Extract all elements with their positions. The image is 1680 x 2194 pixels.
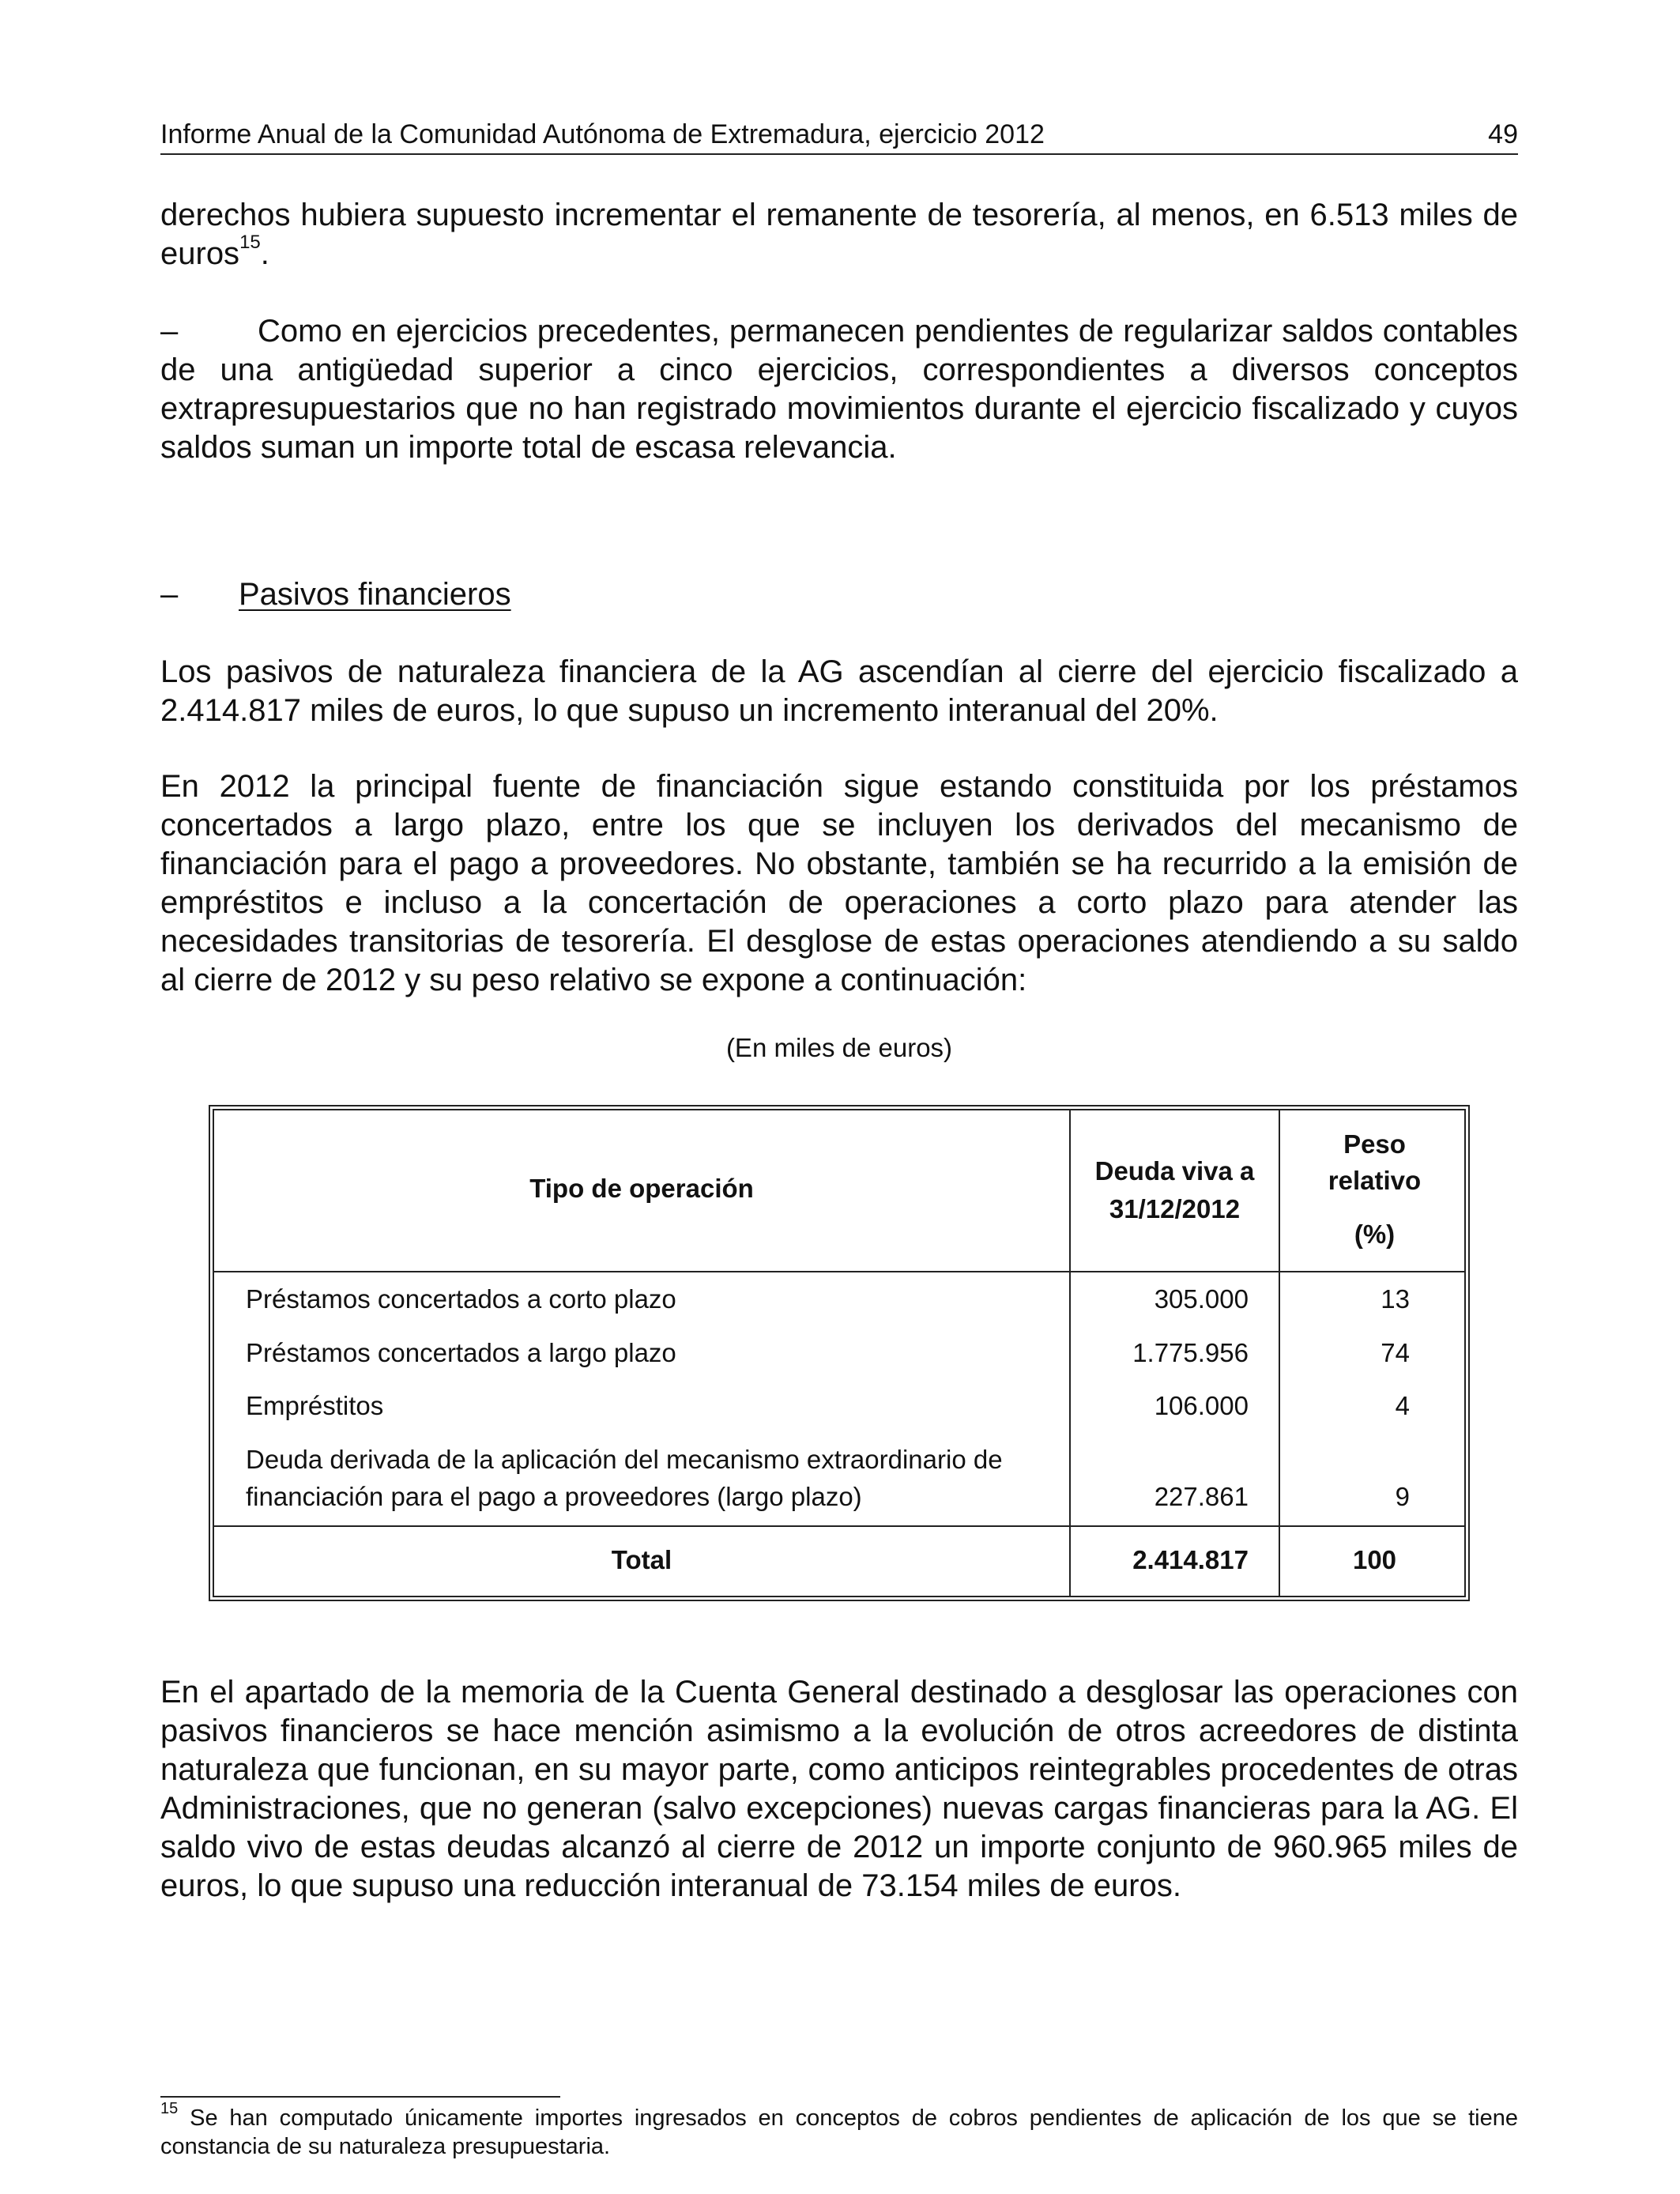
footnote-text: Se han computado únicamente importes ingresados en conceptos de cobros pendientes de aplicación de los que se tiene constancia de su naturaleza presupuestaria. — [160, 2105, 1519, 2159]
header-peso-line1: Peso — [1343, 1129, 1406, 1159]
row-peso: 13 — [1381, 1284, 1410, 1314]
heading-dash: – — [160, 577, 179, 612]
row-label: Préstamos concertados a largo plazo — [246, 1338, 676, 1367]
row-deuda: 305.000 — [1154, 1284, 1249, 1314]
debt-table — [209, 1105, 1470, 1601]
row-deuda: 106.000 — [1154, 1391, 1249, 1420]
running-header — [160, 117, 1518, 155]
row-label-line1: Deuda derivada de la aplicación del mecanismo extraordinario de — [246, 1445, 1003, 1474]
row-deuda: 1.775.956 — [1132, 1338, 1249, 1367]
paragraph-pasivos: Los pasivos de naturaleza financiera de la AG ascendían al cierre del ejercicio fiscalizado a 2.414.817 miles de euros, lo que supuso un incremento interanual del 20%. — [160, 654, 1518, 728]
total-deuda: 2.414.817 — [1132, 1545, 1249, 1574]
header-deuda-line1: Deuda viva a — [1094, 1156, 1255, 1186]
header-title: Informe Anual de la Comunidad Autónoma de Extremadura, ejercicio 2012 — [160, 119, 1045, 149]
bullet-dash: – — [160, 314, 179, 349]
table-caption: (En miles de euros) — [725, 1033, 953, 1062]
paragraph-financiacion: En 2012 la principal fuente de financiación sigue estando constituida por los préstamos concertados a largo plazo, entre los que se incluyen los derivados del mecanismo de financiación para el pago a proveedores. No obstante, también se ha recurrido a la emisión de empréstitos e incluso a la concertación de operaciones a corto plazo para atender las necesidades transitorias de tesorería. El desglose de estas operaciones atendiendo a su saldo al cierre de 2012 y su peso relativo se expone a continuación: — [160, 769, 1518, 997]
row-peso: 4 — [1395, 1391, 1410, 1420]
row-deuda: 227.861 — [1154, 1482, 1249, 1511]
paragraph-continuation — [160, 196, 1518, 273]
page-number: 49 — [1488, 119, 1518, 149]
row-label-line2: financiación para el pago a proveedores (largo plazo) — [246, 1482, 862, 1511]
paragraph-end: . — [260, 236, 269, 271]
total-peso: 100 — [1352, 1545, 1397, 1574]
table-divider — [214, 1525, 1464, 1527]
footnote — [160, 2100, 1519, 2161]
section-heading: Pasivos financieros — [239, 577, 511, 612]
header-tipo-operacion: Tipo de operación — [529, 1174, 754, 1203]
row-peso: 74 — [1381, 1338, 1410, 1367]
header-peso-line3: (%) — [1354, 1220, 1396, 1249]
paragraph-regularizar-saldos: Como en ejercicios precedentes, permanecen pendientes de regularizar saldos contables de una antigüedad superior a cinco ejercicios, correspondientes a diversos conceptos extrapresupuestarios que no han registrado movimientos durante el ejercicio fiscalizado y cuyos saldos suman un importe total de escasa relevancia. — [160, 314, 1518, 465]
footnote-separator — [160, 2096, 560, 2098]
footnote-number: 15 — [160, 2100, 179, 2118]
header-peso-line2: relativo — [1328, 1166, 1422, 1195]
debt-table-inner — [213, 1109, 1466, 1597]
paragraph-otros-acreedores: En el apartado de la memoria de la Cuenta General destinado a desglosar las operaciones con pasivos financieros se hace mención asimismo a la evolución de otros acreedores de distinta naturaleza que funcionan, en su mayor parte, como anticipos reintegrables procedentes de otras Administraciones, que no generan (salvo excepciones) nuevas cargas financieras para la AG. El saldo vivo de estas deudas alcanzó al cierre de 2012 un importe conjunto de 960.965 miles de euros, lo que supuso una reducción interanual de 73.154 miles de euros. — [160, 1675, 1518, 1903]
total-label: Total — [611, 1545, 672, 1574]
row-peso: 9 — [1395, 1482, 1410, 1511]
footnote-reference: 15 — [239, 231, 261, 253]
table-divider — [214, 1271, 1464, 1272]
row-label: Préstamos concertados a corto plazo — [246, 1284, 676, 1314]
header-deuda-line2: 31/12/2012 — [1109, 1194, 1241, 1223]
row-label: Empréstitos — [246, 1391, 384, 1420]
paragraph-text: derechos hubiera supuesto incrementar el remanente de tesorería, al menos, en 6.513 miles de euros — [160, 198, 1518, 271]
